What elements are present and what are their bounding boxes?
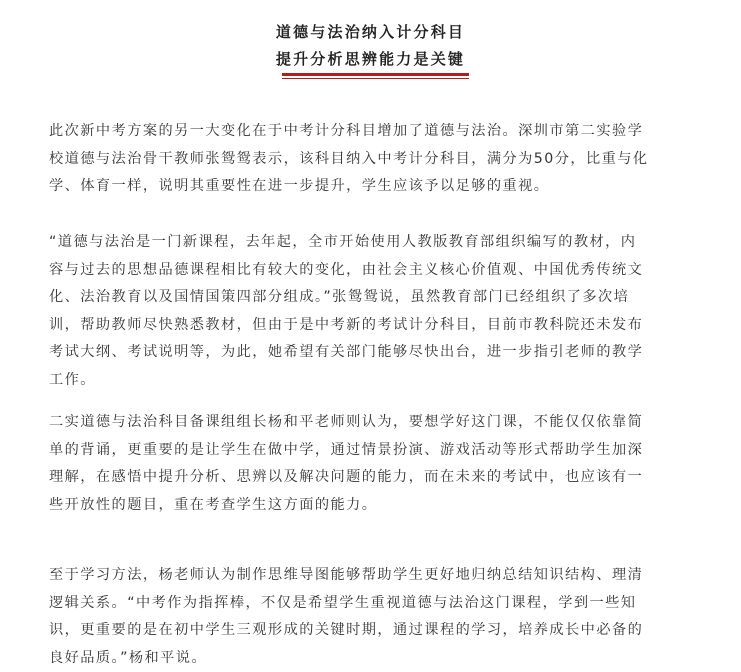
headline-line-2: 提升分析思辨能力是关键 [0,49,741,69]
paragraph-line: 此次新中考方案的另一大变化在于中考计分科目增加了道德与法治。深圳市第二实验学 [49,118,694,146]
paragraph-line: 校道德与法治骨干教师张鸳鸳表示，该科目纳入中考计分科目，满分为50分，比重与化 [49,146,694,174]
paragraph-line: 学、体育一样，说明其重要性在进一步提升，学生应该予以足够的重视。 [49,173,694,201]
paragraph-line: “道德与法治是一门新课程，去年起，全市开始使用人教版教育部组织编写的教材，内 [49,229,694,257]
paragraph-2 [49,229,694,394]
paragraph-line: 些开放性的题目，重在考查学生这方面的能力。 [49,492,694,520]
paragraph-line: 训，帮助教师尽快熟悉教材，但由于是中考新的考试计分科目，目前市教科院还未发布 [49,312,694,340]
paragraph-4 [49,562,694,672]
paragraph-1 [49,118,694,201]
headline-underline-thin [282,78,469,79]
paragraph-line: 逻辑关系。“中考作为指挥棒，不仅是希望学生重视道德与法治这门课程，学到一些知 [49,590,694,618]
paragraph-line: 识，更重要的是在初中学生三观形成的关键时期，通过课程的学习，培养成长中必备的 [49,617,694,645]
paragraph-line: 考试大纲、考试说明等，为此，她希望有关部门能够尽快出台，进一步指引老师的教学 [49,339,694,367]
paragraph-line: 单的背诵，更重要的是让学生在做中学，通过情景扮演、游戏活动等形式帮助学生加深 [49,437,694,465]
paragraph-line: 工作。 [49,367,694,395]
paragraph-line: 至于学习方法，杨老师认为制作思维导图能够帮助学生更好地归纳总结知识结构、理清 [49,562,694,590]
paragraph-3 [49,409,694,519]
paragraph-line: 二实道德与法治科目备课组组长杨和平老师则认为，要想学好这门课，不能仅仅依靠简 [49,409,694,437]
paragraph-line: 容与过去的思想品德课程相比有较大的变化，由社会主义核心价值观、中国优秀传统文 [49,257,694,285]
headline-line-1: 道德与法治纳入计分科目 [0,22,741,42]
paragraph-line: 良好品质。”杨和平说。 [49,645,694,672]
headline-underline-thick [282,73,469,76]
paragraph-line: 理解，在感悟中提升分析、思辨以及解决问题的能力，而在未来的考试中，也应该有一 [49,464,694,492]
paragraph-line: 化、法治教育以及国情国策四部分组成。”张鸳鸳说，虽然教育部门已经组织了多次培 [49,284,694,312]
